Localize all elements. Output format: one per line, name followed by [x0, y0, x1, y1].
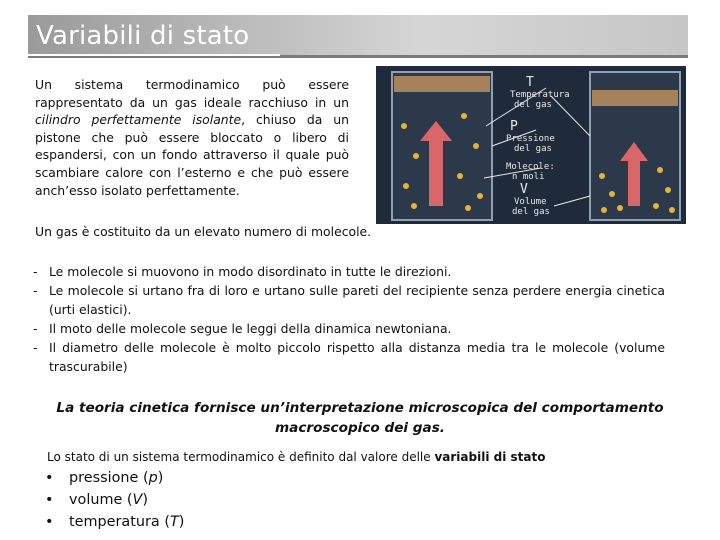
list-item: - Il diametro delle molecole è molto piccolo rispetto alla distanza media tra le molecole (volume trascurabile) — [33, 338, 665, 376]
right-piston — [592, 90, 678, 106]
title-underline — [28, 54, 280, 56]
gas-statement: Un gas è costituito da un elevato numero di molecole. — [35, 224, 372, 239]
state-var-name: volume — [69, 492, 123, 508]
intro-text-1: Un sistema termodinamico può essere rappresentato da un gas ideale racchiuso in un — [35, 77, 349, 110]
molecule-properties-list — [33, 262, 665, 376]
list-item: - Le molecole si urtano fra di loro e urtano sulle pareti del recipiente senza perdere energia cinetica (urti elastici). — [33, 281, 665, 319]
label-T: T — [526, 75, 534, 90]
state-var-symbol: p — [148, 470, 158, 486]
label-P: P — [510, 119, 518, 134]
label-temp-1: Temperatura — [510, 90, 570, 100]
label-press-2: del gas — [514, 144, 552, 154]
state-variables-list — [44, 467, 184, 533]
state-var-name: temperatura — [69, 514, 160, 530]
page-title: Variabili di stato — [36, 21, 250, 51]
label-mol-1: Molecole: — [506, 162, 555, 172]
left-piston — [394, 76, 490, 92]
state-definition-bold: variabili di stato — [434, 450, 546, 464]
intro-paragraph — [35, 76, 349, 199]
state-var-temperature: • temperatura (T) — [44, 511, 184, 533]
intro-text-2: , chiuso da un pistone che può essere bloccato o libero di espandersi, con un fondo attraverso il quale può scambiare calore con l’esterno e che può essere anch’esso isolato perfettamente. — [35, 112, 350, 198]
label-mol-2: n moli — [512, 172, 545, 182]
state-var-volume: • volume (V) — [44, 489, 184, 511]
list-item: - Le molecole si muovono in modo disordinato in tutte le direzioni. — [33, 262, 665, 281]
intro-italic: cilindro perfettamente isolante — [35, 112, 242, 128]
label-V: V — [520, 182, 528, 197]
state-var-name: pressione — [69, 470, 139, 486]
state-definition — [47, 450, 545, 464]
title-bar — [28, 15, 688, 58]
label-press-1: Pressione — [506, 134, 555, 144]
state-var-symbol: T — [169, 514, 179, 530]
label-vol-1: Volume — [514, 197, 547, 207]
diagram-labels — [506, 75, 570, 217]
list-item: - Il moto delle molecole segue le leggi della dinamica newtoniana. — [33, 319, 665, 338]
cylinder-diagram — [376, 66, 686, 224]
gas-cylinder-illustration — [376, 66, 686, 224]
kinetic-theory-statement: La teoria cinetica fornisce un’interpretazione microscopica del comportamento macroscopico dei gas. — [56, 400, 664, 436]
state-var-pressure: • pressione (p) — [44, 467, 184, 489]
label-vol-2: del gas — [512, 207, 550, 217]
state-definition-text: Lo stato di un sistema termodinamico è definito dal valore delle — [47, 450, 435, 464]
label-temp-2: del gas — [514, 100, 552, 110]
state-var-symbol: V — [132, 492, 143, 508]
